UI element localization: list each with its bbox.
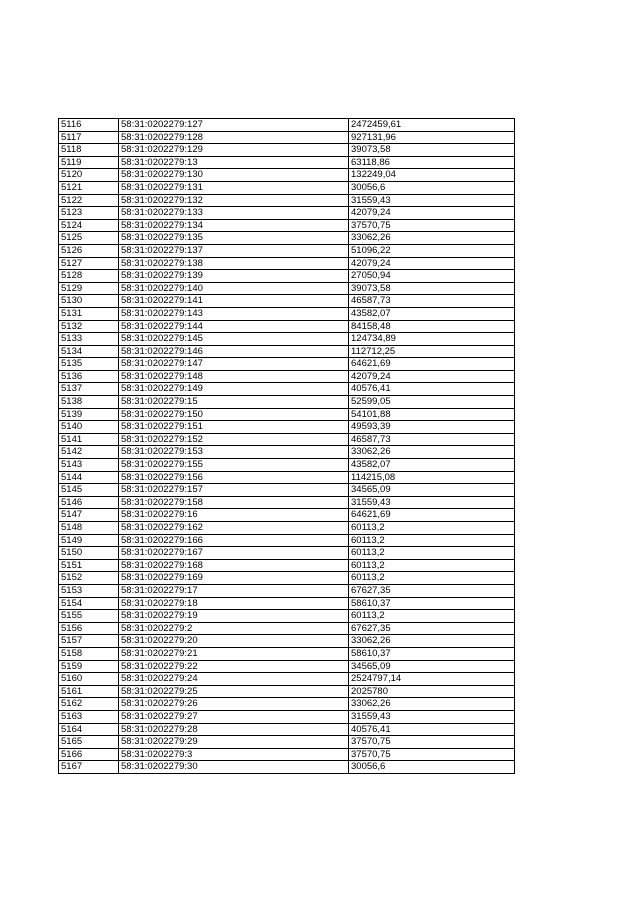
table-row [59, 736, 515, 749]
row-number-cell: 5157 [59, 635, 119, 648]
cadastral-number-cell: 58:31:0202279:155 [119, 459, 349, 472]
value-cell: 112712,25 [349, 345, 515, 358]
row-number-cell: 5129 [59, 282, 119, 295]
row-number-cell: 5167 [59, 761, 119, 774]
cadastral-number-cell: 58:31:0202279:168 [119, 559, 349, 572]
cadastral-number-cell: 58:31:0202279:24 [119, 673, 349, 686]
row-number-cell: 5126 [59, 244, 119, 257]
value-cell: 67627,35 [349, 584, 515, 597]
value-cell: 2524797,14 [349, 673, 515, 686]
table-body [59, 119, 515, 774]
table-row [59, 333, 515, 346]
cadastral-number-cell: 58:31:0202279:162 [119, 522, 349, 535]
table-row [59, 522, 515, 535]
cadastral-number-cell: 58:31:0202279:15 [119, 396, 349, 409]
value-cell: 132249,04 [349, 169, 515, 182]
cadastral-number-cell: 58:31:0202279:17 [119, 584, 349, 597]
table-row [59, 131, 515, 144]
value-cell: 40576,41 [349, 723, 515, 736]
value-cell: 114215,08 [349, 471, 515, 484]
value-cell: 31559,43 [349, 194, 515, 207]
cadastral-number-cell: 58:31:0202279:144 [119, 320, 349, 333]
row-number-cell: 5139 [59, 408, 119, 421]
cadastral-number-cell: 58:31:0202279:128 [119, 131, 349, 144]
row-number-cell: 5136 [59, 370, 119, 383]
table-row [59, 496, 515, 509]
table-row [59, 484, 515, 497]
row-number-cell: 5141 [59, 433, 119, 446]
table-row [59, 358, 515, 371]
value-cell: 49593,39 [349, 421, 515, 434]
cadastral-number-cell: 58:31:0202279:135 [119, 232, 349, 245]
row-number-cell: 5127 [59, 257, 119, 270]
table-row [59, 471, 515, 484]
value-cell: 40576,41 [349, 383, 515, 396]
table-row [59, 257, 515, 270]
value-cell: 33062,26 [349, 635, 515, 648]
table-row [59, 723, 515, 736]
cadastral-number-cell: 58:31:0202279:129 [119, 144, 349, 157]
cadastral-number-cell: 58:31:0202279:132 [119, 194, 349, 207]
row-number-cell: 5116 [59, 119, 119, 132]
cadastral-number-cell: 58:31:0202279:137 [119, 244, 349, 257]
table-row [59, 761, 515, 774]
value-cell: 42079,24 [349, 370, 515, 383]
value-cell: 60113,2 [349, 610, 515, 623]
table-row [59, 584, 515, 597]
table-row [59, 194, 515, 207]
row-number-cell: 5117 [59, 131, 119, 144]
table-row [59, 219, 515, 232]
value-cell: 33062,26 [349, 232, 515, 245]
table-row [59, 635, 515, 648]
cadastral-number-cell: 58:31:0202279:166 [119, 534, 349, 547]
cadastral-number-cell: 58:31:0202279:147 [119, 358, 349, 371]
table-row [59, 748, 515, 761]
table-row [59, 181, 515, 194]
value-cell: 2025780 [349, 685, 515, 698]
row-number-cell: 5146 [59, 496, 119, 509]
value-cell: 34565,09 [349, 484, 515, 497]
row-number-cell: 5163 [59, 710, 119, 723]
value-cell: 60113,2 [349, 522, 515, 535]
value-cell: 46587,73 [349, 295, 515, 308]
row-number-cell: 5123 [59, 207, 119, 220]
row-number-cell: 5160 [59, 673, 119, 686]
row-number-cell: 5156 [59, 622, 119, 635]
cadastral-number-cell: 58:31:0202279:19 [119, 610, 349, 623]
table-row [59, 673, 515, 686]
row-number-cell: 5154 [59, 597, 119, 610]
row-number-cell: 5144 [59, 471, 119, 484]
table-row [59, 396, 515, 409]
value-cell: 63118,86 [349, 156, 515, 169]
value-cell: 51096,22 [349, 244, 515, 257]
cadastral-number-cell: 58:31:0202279:152 [119, 433, 349, 446]
table-row [59, 156, 515, 169]
cadastral-number-cell: 58:31:0202279:153 [119, 446, 349, 459]
cadastral-number-cell: 58:31:0202279:145 [119, 333, 349, 346]
cadastral-number-cell: 58:31:0202279:134 [119, 219, 349, 232]
table-row [59, 559, 515, 572]
value-cell: 30056,6 [349, 181, 515, 194]
row-number-cell: 5164 [59, 723, 119, 736]
cadastral-number-cell: 58:31:0202279:27 [119, 710, 349, 723]
cadastral-number-cell: 58:31:0202279:151 [119, 421, 349, 434]
row-number-cell: 5151 [59, 559, 119, 572]
value-cell: 84158,48 [349, 320, 515, 333]
cadastral-number-cell: 58:31:0202279:20 [119, 635, 349, 648]
value-cell: 37570,75 [349, 219, 515, 232]
row-number-cell: 5147 [59, 509, 119, 522]
row-number-cell: 5124 [59, 219, 119, 232]
value-cell: 60113,2 [349, 559, 515, 572]
cadastral-number-cell: 58:31:0202279:28 [119, 723, 349, 736]
table-row [59, 144, 515, 157]
cadastral-number-cell: 58:31:0202279:148 [119, 370, 349, 383]
table-row [59, 320, 515, 333]
table-row [59, 459, 515, 472]
value-cell: 27050,94 [349, 270, 515, 283]
cadastral-number-cell: 58:31:0202279:140 [119, 282, 349, 295]
table-row [59, 244, 515, 257]
table-row [59, 685, 515, 698]
table-row [59, 710, 515, 723]
table-row [59, 270, 515, 283]
cadastral-number-cell: 58:31:0202279:26 [119, 698, 349, 711]
cadastral-number-cell: 58:31:0202279:127 [119, 119, 349, 132]
value-cell: 33062,26 [349, 446, 515, 459]
value-cell: 2472459,61 [349, 119, 515, 132]
row-number-cell: 5145 [59, 484, 119, 497]
value-cell: 54101,88 [349, 408, 515, 421]
table-row [59, 207, 515, 220]
table-row [59, 408, 515, 421]
value-cell: 39073,58 [349, 144, 515, 157]
cadastral-number-cell: 58:31:0202279:156 [119, 471, 349, 484]
table-row [59, 345, 515, 358]
row-number-cell: 5152 [59, 572, 119, 585]
table-row [59, 446, 515, 459]
row-number-cell: 5161 [59, 685, 119, 698]
value-cell: 124734,89 [349, 333, 515, 346]
row-number-cell: 5118 [59, 144, 119, 157]
value-cell: 43582,07 [349, 459, 515, 472]
value-cell: 67627,35 [349, 622, 515, 635]
table-row [59, 534, 515, 547]
cadastral-number-cell: 58:31:0202279:131 [119, 181, 349, 194]
table-row [59, 370, 515, 383]
row-number-cell: 5153 [59, 584, 119, 597]
table-row [59, 597, 515, 610]
cadastral-number-cell: 58:31:0202279:16 [119, 509, 349, 522]
value-cell: 31559,43 [349, 710, 515, 723]
row-number-cell: 5159 [59, 660, 119, 673]
cadastral-number-cell: 58:31:0202279:2 [119, 622, 349, 635]
table-row [59, 572, 515, 585]
table-row [59, 647, 515, 660]
cadastral-number-cell: 58:31:0202279:149 [119, 383, 349, 396]
value-cell: 33062,26 [349, 698, 515, 711]
value-cell: 60113,2 [349, 572, 515, 585]
cadastral-number-cell: 58:31:0202279:146 [119, 345, 349, 358]
cadastral-number-cell: 58:31:0202279:130 [119, 169, 349, 182]
row-number-cell: 5137 [59, 383, 119, 396]
cadastral-number-cell: 58:31:0202279:143 [119, 307, 349, 320]
row-number-cell: 5143 [59, 459, 119, 472]
table-row [59, 610, 515, 623]
row-number-cell: 5150 [59, 547, 119, 560]
value-cell: 52599,05 [349, 396, 515, 409]
table-row [59, 622, 515, 635]
value-cell: 58610,37 [349, 647, 515, 660]
row-number-cell: 5165 [59, 736, 119, 749]
row-number-cell: 5158 [59, 647, 119, 660]
value-cell: 927131,96 [349, 131, 515, 144]
cadastral-number-cell: 58:31:0202279:25 [119, 685, 349, 698]
row-number-cell: 5133 [59, 333, 119, 346]
cadastral-number-cell: 58:31:0202279:138 [119, 257, 349, 270]
value-cell: 42079,24 [349, 257, 515, 270]
row-number-cell: 5125 [59, 232, 119, 245]
row-number-cell: 5142 [59, 446, 119, 459]
value-cell: 42079,24 [349, 207, 515, 220]
row-number-cell: 5120 [59, 169, 119, 182]
value-cell: 43582,07 [349, 307, 515, 320]
row-number-cell: 5140 [59, 421, 119, 434]
row-number-cell: 5134 [59, 345, 119, 358]
table-row [59, 698, 515, 711]
value-cell: 64621,69 [349, 358, 515, 371]
cadastral-number-cell: 58:31:0202279:157 [119, 484, 349, 497]
cadastral-number-cell: 58:31:0202279:13 [119, 156, 349, 169]
table-row [59, 660, 515, 673]
value-cell: 60113,2 [349, 547, 515, 560]
row-number-cell: 5138 [59, 396, 119, 409]
value-cell: 31559,43 [349, 496, 515, 509]
row-number-cell: 5132 [59, 320, 119, 333]
row-number-cell: 5131 [59, 307, 119, 320]
value-cell: 46587,73 [349, 433, 515, 446]
row-number-cell: 5128 [59, 270, 119, 283]
row-number-cell: 5162 [59, 698, 119, 711]
row-number-cell: 5121 [59, 181, 119, 194]
row-number-cell: 5166 [59, 748, 119, 761]
table-row [59, 509, 515, 522]
cadastral-number-cell: 58:31:0202279:21 [119, 647, 349, 660]
row-number-cell: 5119 [59, 156, 119, 169]
value-cell: 37570,75 [349, 748, 515, 761]
cadastral-number-cell: 58:31:0202279:18 [119, 597, 349, 610]
cadastral-number-cell: 58:31:0202279:22 [119, 660, 349, 673]
row-number-cell: 5148 [59, 522, 119, 535]
table-row [59, 307, 515, 320]
cadastral-number-cell: 58:31:0202279:139 [119, 270, 349, 283]
value-cell: 39073,58 [349, 282, 515, 295]
table-row [59, 421, 515, 434]
value-cell: 34565,09 [349, 660, 515, 673]
table-row [59, 433, 515, 446]
row-number-cell: 5149 [59, 534, 119, 547]
value-cell: 37570,75 [349, 736, 515, 749]
table-row [59, 547, 515, 560]
table-row [59, 232, 515, 245]
cadastral-number-cell: 58:31:0202279:30 [119, 761, 349, 774]
row-number-cell: 5155 [59, 610, 119, 623]
value-cell: 30056,6 [349, 761, 515, 774]
value-cell: 64621,69 [349, 509, 515, 522]
cadastral-number-cell: 58:31:0202279:141 [119, 295, 349, 308]
cadastral-number-cell: 58:31:0202279:29 [119, 736, 349, 749]
cadastral-number-cell: 58:31:0202279:133 [119, 207, 349, 220]
table-row [59, 295, 515, 308]
cadastral-number-cell: 58:31:0202279:169 [119, 572, 349, 585]
table-row [59, 383, 515, 396]
cadastral-number-cell: 58:31:0202279:3 [119, 748, 349, 761]
row-number-cell: 5122 [59, 194, 119, 207]
value-cell: 60113,2 [349, 534, 515, 547]
cadastral-number-cell: 58:31:0202279:167 [119, 547, 349, 560]
table-row [59, 282, 515, 295]
table-row [59, 119, 515, 132]
row-number-cell: 5130 [59, 295, 119, 308]
value-cell: 58610,37 [349, 597, 515, 610]
cadastral-number-cell: 58:31:0202279:150 [119, 408, 349, 421]
row-number-cell: 5135 [59, 358, 119, 371]
cadastral-number-cell: 58:31:0202279:158 [119, 496, 349, 509]
table-row [59, 169, 515, 182]
cadastral-value-table [58, 118, 515, 774]
